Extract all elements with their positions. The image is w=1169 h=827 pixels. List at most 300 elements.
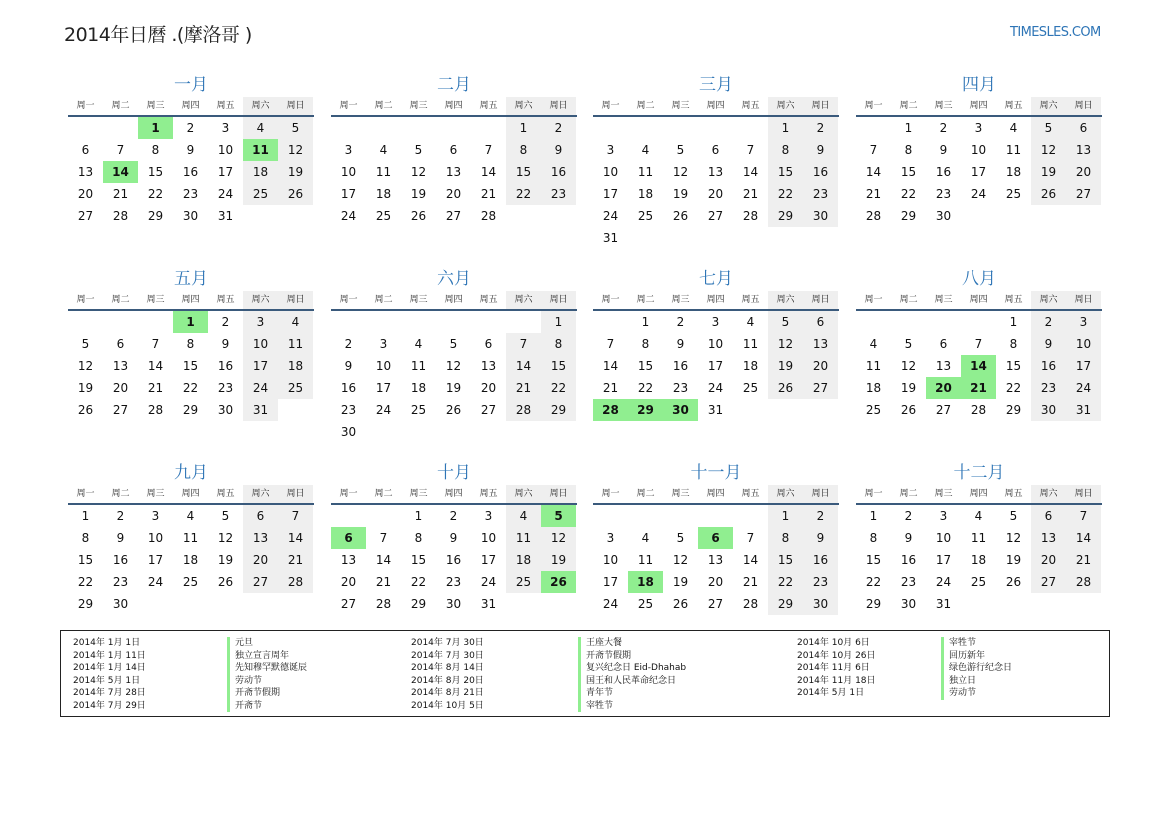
day-cell: 31 <box>1066 399 1101 421</box>
weekday-label: 周六 <box>768 485 803 503</box>
holiday-day-cell: 18 <box>628 571 663 593</box>
day-cell: 16 <box>900 553 917 567</box>
day-cell: 9 <box>803 139 838 161</box>
legend-entry: 2014年 5月 1日 <box>797 688 865 698</box>
weekday-header <box>593 291 839 311</box>
day-cell: 12 <box>768 333 803 355</box>
day-cell: 2 <box>344 337 353 351</box>
day-cell: 21 <box>602 381 619 395</box>
day-cell: 10 <box>340 165 357 179</box>
site-name: TIMESLES.COM <box>1010 25 1101 40</box>
day-cell: 27 <box>935 403 952 417</box>
day-cell: 1 <box>768 117 803 139</box>
weekday-label: 周三 <box>146 295 165 305</box>
weekday-label: 周二 <box>374 101 393 111</box>
day-cell: 2 <box>449 509 458 523</box>
weekday-label: 周二 <box>636 101 655 111</box>
weekday-label: 周一 <box>601 101 620 111</box>
legend-entry: 先知穆罕默德诞辰 <box>227 662 307 675</box>
weekday-header <box>856 291 1102 311</box>
legend-entry: 2014年 10月 26日 <box>797 650 876 661</box>
day-cell: 8 <box>904 143 913 157</box>
weekday-label: 周一 <box>339 295 358 305</box>
day-grid <box>68 311 314 421</box>
weekday-label: 周四 <box>969 295 988 305</box>
day-cell: 19 <box>445 381 462 395</box>
day-cell: 26 <box>217 575 234 589</box>
day-cell: 18 <box>970 553 987 567</box>
day-cell: 11 <box>637 165 654 179</box>
day-cell: 3 <box>379 337 388 351</box>
weekday-label: 周四 <box>706 101 725 111</box>
month-name: 九月 <box>174 463 208 483</box>
weekday-label: 周五 <box>741 489 760 499</box>
legend-entry: 开斋节 <box>227 700 307 713</box>
day-cell: 26 <box>1031 183 1066 205</box>
day-cell: 15 <box>768 549 803 571</box>
day-cell: 10 <box>217 143 234 157</box>
weekday-label: 周五 <box>216 101 235 111</box>
weekday-label: 周三 <box>671 489 690 499</box>
day-cell: 30 <box>803 205 838 227</box>
day-cell: 20 <box>1031 549 1066 571</box>
day-grid <box>593 505 839 615</box>
legend-entry: 2014年 8月 20日 <box>411 675 484 686</box>
day-cell: 18 <box>1005 165 1022 179</box>
day-cell: 20 <box>707 187 724 201</box>
weekday-header <box>856 485 1102 505</box>
empty-day-cell <box>68 117 103 139</box>
day-cell: 31 <box>243 399 278 421</box>
day-cell: 18 <box>865 381 882 395</box>
day-cell: 27 <box>445 209 462 223</box>
month-calendar <box>68 461 314 615</box>
day-cell: 13 <box>1031 527 1066 549</box>
weekday-label: 周四 <box>969 101 988 111</box>
day-cell: 7 <box>606 337 615 351</box>
day-cell: 18 <box>506 549 541 571</box>
empty-day-cell <box>366 117 401 139</box>
day-cell: 24 <box>243 377 278 399</box>
day-cell: 5 <box>676 143 685 157</box>
day-cell: 20 <box>1066 161 1101 183</box>
day-cell: 13 <box>112 359 129 373</box>
day-grid <box>856 505 1102 615</box>
day-cell: 18 <box>243 161 278 183</box>
day-cell: 20 <box>480 381 497 395</box>
weekday-header <box>68 97 314 117</box>
weekday-label: 周二 <box>374 489 393 499</box>
day-cell: 19 <box>77 381 94 395</box>
day-cell: 1 <box>904 121 913 135</box>
day-cell: 17 <box>602 187 619 201</box>
day-cell: 6 <box>803 311 838 333</box>
weekday-header <box>331 291 577 311</box>
weekday-label: 周日 <box>541 485 576 503</box>
day-cell: 5 <box>449 337 458 351</box>
day-cell: 28 <box>480 209 497 223</box>
day-cell: 27 <box>707 209 724 223</box>
day-cell: 25 <box>742 381 759 395</box>
day-cell: 23 <box>935 187 952 201</box>
day-cell: 9 <box>904 531 913 545</box>
day-cell: 16 <box>672 359 689 373</box>
month-calendar <box>856 267 1102 421</box>
empty-day-cell <box>663 505 698 527</box>
day-cell: 23 <box>445 575 462 589</box>
day-cell: 7 <box>278 505 313 527</box>
day-cell: 14 <box>147 359 164 373</box>
weekday-label: 周一 <box>76 489 95 499</box>
empty-day-cell <box>331 505 366 527</box>
weekday-label: 周六 <box>768 291 803 309</box>
day-cell: 22 <box>147 187 164 201</box>
day-cell: 10 <box>480 531 497 545</box>
day-cell: 24 <box>147 575 164 589</box>
weekday-header <box>331 485 577 505</box>
legend-entry: 宰牲节 <box>578 700 686 713</box>
day-grid <box>856 117 1102 227</box>
day-cell: 26 <box>672 597 689 611</box>
day-cell: 12 <box>672 553 689 567</box>
empty-day-cell <box>663 117 698 139</box>
weekday-label: 周一 <box>601 295 620 305</box>
day-cell: 22 <box>182 381 199 395</box>
day-cell: 4 <box>746 315 755 329</box>
legend-entry: 2014年 10月 5日 <box>411 700 484 711</box>
day-cell: 15 <box>541 355 576 377</box>
day-cell: 23 <box>900 575 917 589</box>
day-cell: 31 <box>217 209 234 223</box>
weekday-label: 周六 <box>243 291 278 309</box>
day-cell: 27 <box>243 571 278 593</box>
day-cell: 9 <box>803 527 838 549</box>
day-cell: 28 <box>147 403 164 417</box>
day-cell: 10 <box>602 553 619 567</box>
day-cell: 15 <box>182 359 199 373</box>
holiday-day-cell: 20 <box>926 377 961 399</box>
holiday-day-cell: 28 <box>593 399 628 421</box>
legend-entry: 回历新年 <box>941 650 1012 663</box>
day-cell: 15 <box>147 165 164 179</box>
day-cell: 3 <box>484 509 493 523</box>
day-cell: 23 <box>672 381 689 395</box>
day-cell: 28 <box>506 399 541 421</box>
day-cell: 2 <box>1031 311 1066 333</box>
day-cell: 1 <box>81 509 90 523</box>
day-cell: 16 <box>1031 355 1066 377</box>
weekday-label: 周四 <box>181 101 200 111</box>
weekday-label: 周四 <box>706 489 725 499</box>
day-cell: 4 <box>278 311 313 333</box>
holiday-day-cell: 6 <box>698 527 733 549</box>
day-cell: 19 <box>1031 161 1066 183</box>
weekday-label: 周一 <box>339 489 358 499</box>
day-cell: 23 <box>803 183 838 205</box>
weekday-label: 周一 <box>864 295 883 305</box>
legend-entry: 独立日 <box>941 675 1012 688</box>
day-cell: 29 <box>410 597 427 611</box>
day-cell: 18 <box>278 355 313 377</box>
day-cell: 23 <box>340 403 357 417</box>
day-cell: 12 <box>541 527 576 549</box>
day-cell: 24 <box>340 209 357 223</box>
day-cell: 17 <box>707 359 724 373</box>
day-cell: 8 <box>768 527 803 549</box>
day-cell: 4 <box>641 143 650 157</box>
day-cell: 16 <box>340 381 357 395</box>
day-cell: 21 <box>506 377 541 399</box>
month-name: 八月 <box>962 269 996 289</box>
month-calendar <box>593 267 839 421</box>
day-cell: 27 <box>340 597 357 611</box>
day-cell: 28 <box>865 209 882 223</box>
month-calendar <box>68 267 314 421</box>
day-cell: 9 <box>939 143 948 157</box>
weekday-label: 周日 <box>803 291 838 309</box>
legend-entry: 国王和人民革命纪念日 <box>578 675 686 688</box>
day-cell: 11 <box>410 359 427 373</box>
weekday-label: 周日 <box>278 97 313 115</box>
day-cell: 25 <box>970 575 987 589</box>
holiday-day-cell: 21 <box>961 377 996 399</box>
day-cell: 20 <box>707 575 724 589</box>
day-cell: 13 <box>243 527 278 549</box>
day-cell: 15 <box>900 165 917 179</box>
weekday-label: 周一 <box>339 101 358 111</box>
day-cell: 30 <box>900 597 917 611</box>
day-cell: 2 <box>803 505 838 527</box>
weekday-label: 周日 <box>541 291 576 309</box>
weekday-label: 周三 <box>409 295 428 305</box>
day-cell: 8 <box>869 531 878 545</box>
legend-names-column-1 <box>227 637 307 712</box>
day-cell: 2 <box>676 315 685 329</box>
empty-day-cell <box>926 311 961 333</box>
day-cell: 11 <box>742 337 759 351</box>
legend-dates-column-2 <box>411 637 484 712</box>
weekday-label: 周二 <box>111 489 130 499</box>
weekday-label: 周五 <box>216 489 235 499</box>
day-cell: 8 <box>1009 337 1018 351</box>
day-cell: 8 <box>151 143 160 157</box>
holiday-day-cell: 11 <box>243 139 278 161</box>
day-cell: 7 <box>746 143 755 157</box>
day-cell: 17 <box>340 187 357 201</box>
day-cell: 5 <box>81 337 90 351</box>
weekday-label: 周五 <box>479 101 498 111</box>
day-cell: 30 <box>1031 399 1066 421</box>
day-cell: 4 <box>379 143 388 157</box>
weekday-label: 周六 <box>506 97 541 115</box>
day-cell: 11 <box>1005 143 1022 157</box>
day-cell: 16 <box>935 165 952 179</box>
day-cell: 6 <box>1066 117 1101 139</box>
day-cell: 30 <box>803 593 838 615</box>
weekday-label: 周五 <box>216 295 235 305</box>
day-cell: 20 <box>77 187 94 201</box>
weekday-label: 周六 <box>506 291 541 309</box>
month-name: 五月 <box>174 269 208 289</box>
day-cell: 9 <box>116 531 125 545</box>
day-cell: 27 <box>1031 571 1066 593</box>
month-calendar <box>331 73 577 227</box>
day-cell: 6 <box>711 143 720 157</box>
legend-entry: 2014年 11月 6日 <box>797 663 870 673</box>
day-cell: 3 <box>344 143 353 157</box>
day-cell: 1 <box>1009 315 1018 329</box>
weekday-label: 周四 <box>444 295 463 305</box>
day-cell: 22 <box>637 381 654 395</box>
day-cell: 10 <box>375 359 392 373</box>
day-cell: 22 <box>541 377 576 399</box>
day-cell: 12 <box>1005 531 1022 545</box>
holiday-day-cell: 1 <box>173 311 208 333</box>
month-name: 六月 <box>437 269 471 289</box>
day-cell: 30 <box>217 403 234 417</box>
day-cell: 12 <box>410 165 427 179</box>
day-cell: 13 <box>445 165 462 179</box>
day-cell: 1 <box>768 505 803 527</box>
day-cell: 7 <box>869 143 878 157</box>
weekday-header <box>593 97 839 117</box>
day-cell: 11 <box>970 531 987 545</box>
day-cell: 24 <box>1066 377 1101 399</box>
day-cell: 29 <box>900 209 917 223</box>
month-name: 四月 <box>962 75 996 95</box>
weekday-label: 周日 <box>1066 485 1101 503</box>
day-cell: 21 <box>278 549 313 571</box>
day-cell: 17 <box>243 355 278 377</box>
day-cell: 15 <box>768 161 803 183</box>
empty-day-cell <box>733 117 768 139</box>
day-cell: 18 <box>182 553 199 567</box>
day-cell: 6 <box>243 505 278 527</box>
day-cell: 11 <box>637 553 654 567</box>
day-cell: 14 <box>278 527 313 549</box>
empty-day-cell <box>138 311 173 333</box>
day-cell: 29 <box>1005 403 1022 417</box>
day-grid <box>68 505 314 615</box>
day-cell: 31 <box>602 231 619 245</box>
day-cell: 4 <box>243 117 278 139</box>
day-cell: 27 <box>1066 183 1101 205</box>
day-cell: 24 <box>375 403 392 417</box>
weekday-label: 周六 <box>768 97 803 115</box>
day-cell: 12 <box>900 359 917 373</box>
day-cell: 4 <box>1009 121 1018 135</box>
day-cell: 15 <box>1005 359 1022 373</box>
day-cell: 13 <box>77 165 94 179</box>
day-cell: 21 <box>480 187 497 201</box>
day-cell: 4 <box>869 337 878 351</box>
day-cell: 7 <box>974 337 983 351</box>
day-cell: 27 <box>77 209 94 223</box>
day-cell: 21 <box>112 187 129 201</box>
day-cell: 21 <box>865 187 882 201</box>
day-cell: 19 <box>1005 553 1022 567</box>
empty-day-cell <box>593 311 628 333</box>
legend-dates-column-1 <box>73 637 146 712</box>
weekday-label: 周二 <box>899 295 918 305</box>
weekday-label: 周六 <box>506 485 541 503</box>
day-cell: 7 <box>116 143 125 157</box>
legend-entry: 劳动节 <box>941 687 1012 700</box>
day-cell: 2 <box>186 121 195 135</box>
day-cell: 17 <box>147 553 164 567</box>
day-cell: 6 <box>939 337 948 351</box>
weekday-label: 周五 <box>479 489 498 499</box>
day-cell: 5 <box>768 311 803 333</box>
day-cell: 26 <box>672 209 689 223</box>
day-cell: 14 <box>742 165 759 179</box>
day-cell: 24 <box>602 209 619 223</box>
day-cell: 2 <box>904 509 913 523</box>
day-cell: 19 <box>672 575 689 589</box>
holiday-day-cell: 26 <box>541 571 576 593</box>
day-cell: 15 <box>865 553 882 567</box>
holiday-day-cell: 5 <box>541 505 576 527</box>
legend-entry: 2014年 5月 1日 <box>73 675 141 686</box>
day-cell: 19 <box>541 549 576 571</box>
weekday-label: 周日 <box>803 97 838 115</box>
weekday-label: 周日 <box>278 485 313 503</box>
day-cell: 19 <box>900 381 917 395</box>
day-cell: 11 <box>865 359 882 373</box>
day-cell: 11 <box>506 527 541 549</box>
day-cell: 7 <box>379 531 388 545</box>
day-cell: 25 <box>375 209 392 223</box>
day-cell: 5 <box>1031 117 1066 139</box>
day-cell: 28 <box>742 597 759 611</box>
day-grid <box>593 117 839 249</box>
day-cell: 19 <box>768 355 803 377</box>
day-cell: 3 <box>711 315 720 329</box>
day-cell: 1 <box>541 311 576 333</box>
legend-entry: 宰牲节 <box>941 637 1012 650</box>
day-cell: 25 <box>1005 187 1022 201</box>
day-cell: 22 <box>865 575 882 589</box>
day-cell: 10 <box>935 531 952 545</box>
holiday-day-cell: 14 <box>961 355 996 377</box>
empty-day-cell <box>506 311 541 333</box>
weekday-label: 周二 <box>636 489 655 499</box>
day-cell: 16 <box>445 553 462 567</box>
legend-entry: 2014年 1月 1日 <box>73 638 141 648</box>
day-cell: 25 <box>182 575 199 589</box>
empty-day-cell <box>471 311 506 333</box>
month-name: 七月 <box>699 269 733 289</box>
weekday-label: 周二 <box>374 295 393 305</box>
day-cell: 15 <box>77 553 94 567</box>
day-cell: 18 <box>742 359 759 373</box>
legend-names-column-2 <box>578 637 686 712</box>
day-cell: 30 <box>340 425 357 439</box>
weekday-label: 周三 <box>146 489 165 499</box>
day-cell: 16 <box>112 553 129 567</box>
legend-names-column-3 <box>941 637 1012 700</box>
weekday-label: 周五 <box>741 101 760 111</box>
weekday-label: 周六 <box>1031 291 1066 309</box>
day-cell: 14 <box>506 355 541 377</box>
weekday-label: 周六 <box>1031 97 1066 115</box>
weekday-header <box>856 97 1102 117</box>
weekday-label: 周二 <box>111 101 130 111</box>
day-cell: 6 <box>116 337 125 351</box>
weekday-header <box>593 485 839 505</box>
day-cell: 23 <box>217 381 234 395</box>
weekday-label: 周三 <box>409 489 428 499</box>
